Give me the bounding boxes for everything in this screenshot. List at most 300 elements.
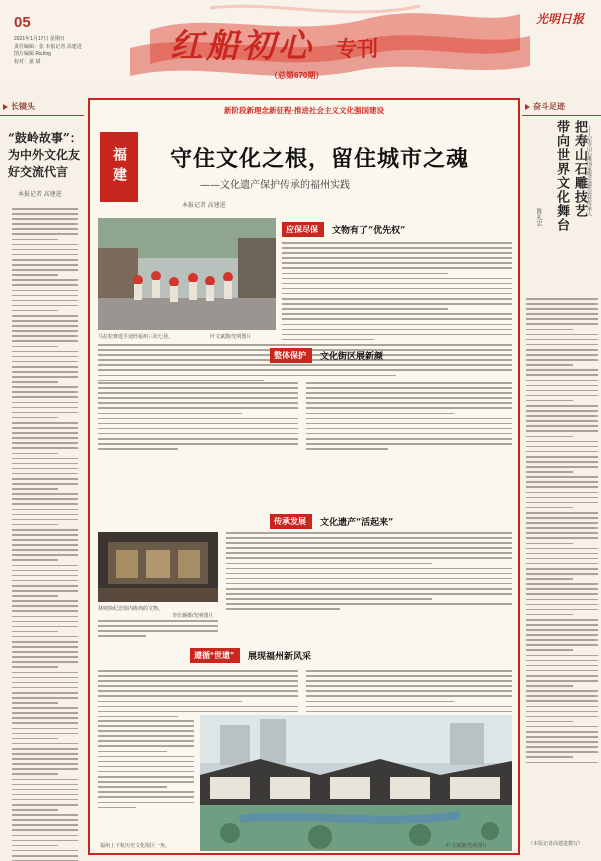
text-line	[12, 722, 78, 724]
text-line	[98, 695, 298, 697]
text-line	[12, 794, 78, 796]
text-line	[98, 690, 298, 692]
text-line	[98, 423, 298, 425]
feature-byline: 本报记者 高建进	[182, 203, 226, 209]
text-line	[306, 438, 512, 440]
text-line	[12, 519, 78, 521]
text-line	[98, 382, 298, 384]
text-line	[12, 244, 78, 246]
text-line	[12, 819, 78, 821]
text-line	[12, 845, 58, 847]
text-line	[12, 274, 58, 276]
text-line	[12, 534, 78, 536]
text-line	[12, 590, 78, 592]
text-line	[12, 840, 78, 842]
text-line	[282, 278, 512, 280]
text-line	[12, 407, 78, 409]
text-line	[526, 599, 598, 601]
text-line	[98, 766, 194, 768]
text-line	[226, 552, 512, 554]
text-line	[526, 446, 598, 448]
page-number: 05	[14, 14, 31, 31]
text-line	[526, 629, 598, 631]
text-block	[98, 670, 298, 721]
text-line	[526, 405, 598, 407]
text-line	[526, 461, 598, 463]
text-line	[12, 809, 58, 811]
text-line	[12, 636, 78, 638]
text-line	[12, 717, 78, 719]
text-line	[12, 738, 58, 740]
text-line	[98, 438, 298, 440]
section-inherit: 传承发展 文化遗产“活起来”	[270, 514, 393, 529]
text-line	[306, 670, 512, 672]
text-line	[282, 324, 512, 326]
issue-number: （总第670期）	[270, 71, 324, 80]
text-line	[12, 666, 58, 668]
text-line	[12, 366, 78, 368]
district-photo	[200, 715, 512, 851]
text-line	[12, 565, 78, 567]
text-line	[12, 605, 78, 607]
text-line	[526, 441, 598, 443]
caption-museum: 林则徐纪念馆内陈列的文物。	[98, 606, 164, 612]
text-line	[12, 412, 78, 414]
text-line	[12, 427, 78, 429]
text-line	[526, 323, 598, 325]
text-line	[282, 308, 448, 310]
text-line	[12, 814, 78, 816]
right-column	[522, 98, 601, 858]
text-line	[526, 649, 573, 651]
text-line	[98, 751, 167, 753]
text-line	[12, 386, 78, 388]
text-line	[12, 498, 78, 500]
feature-kicker: 新阶段新理念新征程·推进社会主义文化强国建设	[224, 106, 384, 115]
text-line	[282, 242, 512, 244]
text-line	[12, 656, 78, 658]
text-line	[12, 743, 78, 745]
text-line	[526, 436, 573, 438]
text-line	[12, 600, 78, 602]
text-line	[526, 655, 598, 657]
text-line	[98, 448, 178, 450]
text-block	[306, 670, 512, 721]
text-line	[12, 371, 78, 373]
text-line	[526, 349, 598, 351]
feature-subtitle: ——文化遗产保护传承的福州实践	[200, 180, 350, 191]
text-line	[526, 308, 598, 310]
text-line	[12, 264, 78, 266]
caption-marathon: 马拉松赛选手途经福州三坊七巷。	[98, 334, 174, 340]
text-line	[526, 415, 598, 417]
text-line	[12, 437, 78, 439]
text-line	[526, 522, 598, 524]
text-line	[12, 784, 78, 786]
text-line	[526, 481, 598, 483]
text-line	[12, 850, 78, 852]
section-preserve: 应保尽保 文物有了“优先权”	[282, 222, 405, 237]
text-line	[12, 402, 78, 404]
text-line	[526, 762, 598, 764]
text-line	[12, 335, 78, 337]
text-line	[526, 492, 598, 494]
text-line	[526, 634, 598, 636]
text-line	[98, 756, 194, 758]
text-line	[98, 725, 194, 727]
text-line	[282, 262, 512, 264]
text-line	[526, 527, 598, 529]
text-line	[12, 529, 78, 531]
text-line	[306, 418, 512, 420]
text-line	[12, 712, 78, 714]
text-line	[12, 208, 78, 210]
text-line	[98, 720, 194, 722]
left-column	[0, 98, 84, 858]
text-line	[526, 466, 598, 468]
text-line	[12, 509, 78, 511]
text-line	[526, 573, 598, 575]
text-line	[12, 733, 78, 735]
text-line	[526, 670, 598, 672]
text-line	[306, 428, 512, 430]
text-line	[526, 497, 598, 499]
text-line	[98, 701, 242, 703]
text-line	[526, 695, 598, 697]
text-line	[526, 298, 598, 300]
text-line	[306, 402, 512, 404]
text-line	[12, 580, 78, 582]
text-line	[526, 471, 573, 473]
right-title-line2: 带向世界文化舞台	[554, 120, 569, 232]
text-line	[526, 390, 598, 392]
credit-museum: 李仕臻摄/光明图片	[172, 613, 214, 619]
text-line	[12, 824, 78, 826]
text-line	[306, 701, 454, 703]
text-line	[526, 593, 598, 595]
text-line	[12, 381, 58, 383]
text-line	[12, 493, 78, 495]
text-line	[282, 298, 512, 300]
text-block	[98, 720, 194, 812]
text-line	[12, 773, 58, 775]
text-line	[526, 512, 598, 514]
text-line	[98, 807, 136, 809]
museum-photo	[98, 532, 218, 602]
right-person: 陈礼忠	[535, 208, 541, 226]
right-deck: ——记寿山石雕国家级非遗代表性传承人	[586, 126, 592, 216]
text-line	[12, 804, 78, 806]
text-line	[282, 257, 512, 259]
special-title: 红船初心	[170, 26, 314, 65]
text-line	[12, 483, 78, 485]
left-column-head: 长镜头	[0, 98, 84, 116]
text-line	[306, 382, 512, 384]
text-line	[98, 771, 194, 773]
text-line	[526, 700, 598, 702]
text-line	[12, 249, 78, 251]
text-line	[98, 375, 396, 377]
text-line	[282, 267, 512, 269]
text-line	[526, 537, 598, 539]
text-line	[12, 855, 78, 857]
text-line	[12, 661, 78, 663]
text-line	[98, 680, 298, 682]
text-line	[306, 695, 512, 697]
text-line	[526, 624, 598, 626]
text-line	[526, 685, 573, 687]
text-line	[226, 563, 432, 565]
province-badge: 福建	[100, 132, 138, 202]
text-line	[98, 433, 298, 435]
text-line	[526, 451, 598, 453]
text-line	[226, 542, 512, 544]
text-line	[526, 726, 598, 728]
text-line	[226, 573, 512, 575]
text-line	[526, 711, 598, 713]
text-line	[526, 558, 598, 560]
left-article-byline: 本报记者 高建进	[18, 192, 62, 198]
text-line	[226, 557, 512, 559]
text-line	[526, 553, 598, 555]
text-line	[98, 635, 146, 637]
text-line	[526, 369, 598, 371]
text-line	[526, 502, 598, 504]
text-line	[306, 387, 512, 389]
marathon-photo	[98, 218, 276, 330]
text-line	[12, 478, 78, 480]
text-line	[526, 721, 573, 723]
text-line	[526, 364, 573, 366]
text-line	[12, 641, 78, 643]
text-line	[12, 361, 78, 363]
text-line	[282, 288, 512, 290]
text-line	[12, 595, 58, 597]
text-line	[526, 385, 598, 387]
text-line	[12, 233, 78, 235]
text-line	[12, 473, 78, 475]
text-line	[12, 768, 78, 770]
text-line	[226, 603, 512, 605]
text-line	[226, 598, 432, 600]
left-article-body	[12, 208, 78, 861]
text-line	[98, 802, 194, 804]
text-line	[12, 575, 78, 577]
text-line	[526, 329, 573, 331]
text-line	[526, 425, 598, 427]
text-line	[12, 570, 78, 572]
text-line	[12, 646, 78, 648]
text-line	[306, 675, 512, 677]
special-label: 专刊	[336, 37, 378, 61]
text-line	[98, 380, 264, 382]
text-line	[12, 422, 78, 424]
text-line	[526, 675, 598, 677]
text-line	[526, 563, 598, 565]
text-line	[526, 756, 573, 758]
text-line	[12, 458, 78, 460]
text-line	[12, 320, 78, 322]
text-line	[12, 549, 78, 551]
text-line	[282, 293, 512, 295]
text-line	[282, 329, 512, 331]
text-line	[306, 680, 512, 682]
text-line	[306, 397, 512, 399]
text-line	[12, 468, 78, 470]
text-line	[12, 305, 78, 307]
text-line	[526, 736, 598, 738]
text-line	[12, 753, 78, 755]
text-line	[12, 626, 78, 628]
text-line	[526, 543, 573, 545]
text-line	[12, 330, 78, 332]
text-line	[12, 585, 78, 587]
text-line	[526, 430, 598, 432]
text-line	[526, 731, 598, 733]
text-line	[12, 559, 58, 561]
text-line	[226, 588, 512, 590]
text-line	[526, 420, 598, 422]
text-line	[12, 728, 78, 730]
text-line	[98, 407, 298, 409]
left-article-title: “鼓岭故事”：为中外文化友好交流代言	[8, 131, 82, 179]
text-line	[12, 651, 78, 653]
text-line	[526, 486, 598, 488]
text-line	[12, 748, 78, 750]
text-line	[98, 730, 194, 732]
text-line	[12, 254, 78, 256]
text-line	[12, 447, 78, 449]
section-heritage: 遵循“世遗” 展现福州新风采	[190, 648, 311, 663]
text-line	[98, 791, 194, 793]
text-line	[306, 443, 512, 445]
text-line	[526, 476, 598, 478]
text-line	[526, 639, 598, 641]
text-block	[226, 532, 512, 614]
text-line	[98, 740, 194, 742]
text-block	[306, 382, 512, 453]
credit-district: 叶文斌摄/光明图片	[446, 843, 488, 849]
text-line	[98, 364, 512, 366]
text-line	[98, 670, 298, 672]
text-line	[306, 423, 512, 425]
text-line	[526, 583, 598, 585]
text-line	[226, 583, 512, 585]
text-line	[282, 334, 512, 336]
text-line	[12, 351, 78, 353]
text-line	[12, 692, 78, 694]
text-line	[306, 433, 512, 435]
text-line	[12, 300, 78, 302]
text-line	[526, 334, 598, 336]
text-line	[526, 359, 598, 361]
right-note: （本版记者高建进撰写）	[528, 841, 584, 847]
text-line	[98, 706, 298, 708]
text-line	[526, 644, 598, 646]
text-line	[12, 631, 58, 633]
text-block	[282, 242, 512, 344]
text-line	[526, 665, 598, 667]
text-line	[526, 619, 598, 621]
text-line	[282, 303, 512, 305]
text-line	[12, 554, 78, 556]
triangle-icon	[3, 104, 8, 110]
text-line	[226, 532, 512, 534]
text-line	[12, 514, 78, 516]
text-line	[12, 310, 58, 312]
text-line	[12, 346, 58, 348]
text-line	[526, 588, 598, 590]
text-line	[12, 223, 78, 225]
text-line	[526, 400, 573, 402]
newspaper-logo: 光明日报	[536, 12, 585, 26]
text-line	[12, 340, 78, 342]
text-line	[12, 488, 58, 490]
text-line	[98, 620, 218, 622]
text-line	[306, 690, 512, 692]
text-line	[12, 453, 58, 455]
text-line	[12, 228, 78, 230]
text-line	[12, 290, 78, 292]
text-line	[12, 463, 78, 465]
text-line	[12, 687, 78, 689]
text-line	[226, 537, 512, 539]
text-line	[12, 544, 78, 546]
text-line	[12, 789, 78, 791]
text-line	[306, 407, 512, 409]
text-line	[12, 432, 78, 434]
text-line	[98, 735, 194, 737]
text-line	[526, 395, 598, 397]
text-line	[526, 614, 573, 616]
text-line	[306, 448, 388, 450]
text-line	[526, 609, 598, 611]
text-line	[12, 524, 58, 526]
triangle-icon	[525, 104, 530, 110]
text-line	[526, 339, 598, 341]
text-line	[98, 685, 298, 687]
text-line	[98, 761, 194, 763]
text-line	[526, 660, 598, 662]
text-line	[526, 303, 598, 305]
text-line	[226, 608, 340, 610]
text-line	[98, 776, 194, 778]
text-line	[12, 758, 78, 760]
text-line	[12, 259, 78, 261]
text-line	[226, 593, 512, 595]
text-block	[98, 620, 218, 640]
right-article-body	[526, 298, 598, 767]
text-line	[98, 443, 298, 445]
right-column-head: 奋斗足迹	[522, 98, 601, 116]
publication-info: 2021年1月17日 星期日 责任编辑：张 本报记者 高建进 图片编辑 Ra.ling 校对：晏 斌	[14, 36, 82, 65]
text-line	[526, 517, 598, 519]
text-line	[526, 456, 598, 458]
text-line	[526, 680, 598, 682]
text-line	[12, 218, 78, 220]
caption-district: 福州上下杭历史文化街区一角。	[100, 843, 171, 849]
text-line	[12, 763, 78, 765]
text-line	[226, 578, 512, 580]
text-line	[526, 751, 598, 753]
section-overall: 整体保护 文化街区展新颜	[270, 348, 383, 363]
text-line	[526, 318, 598, 320]
text-line	[12, 799, 78, 801]
text-line	[282, 318, 512, 320]
text-line	[98, 402, 298, 404]
text-line	[282, 273, 448, 275]
text-line	[526, 741, 598, 743]
